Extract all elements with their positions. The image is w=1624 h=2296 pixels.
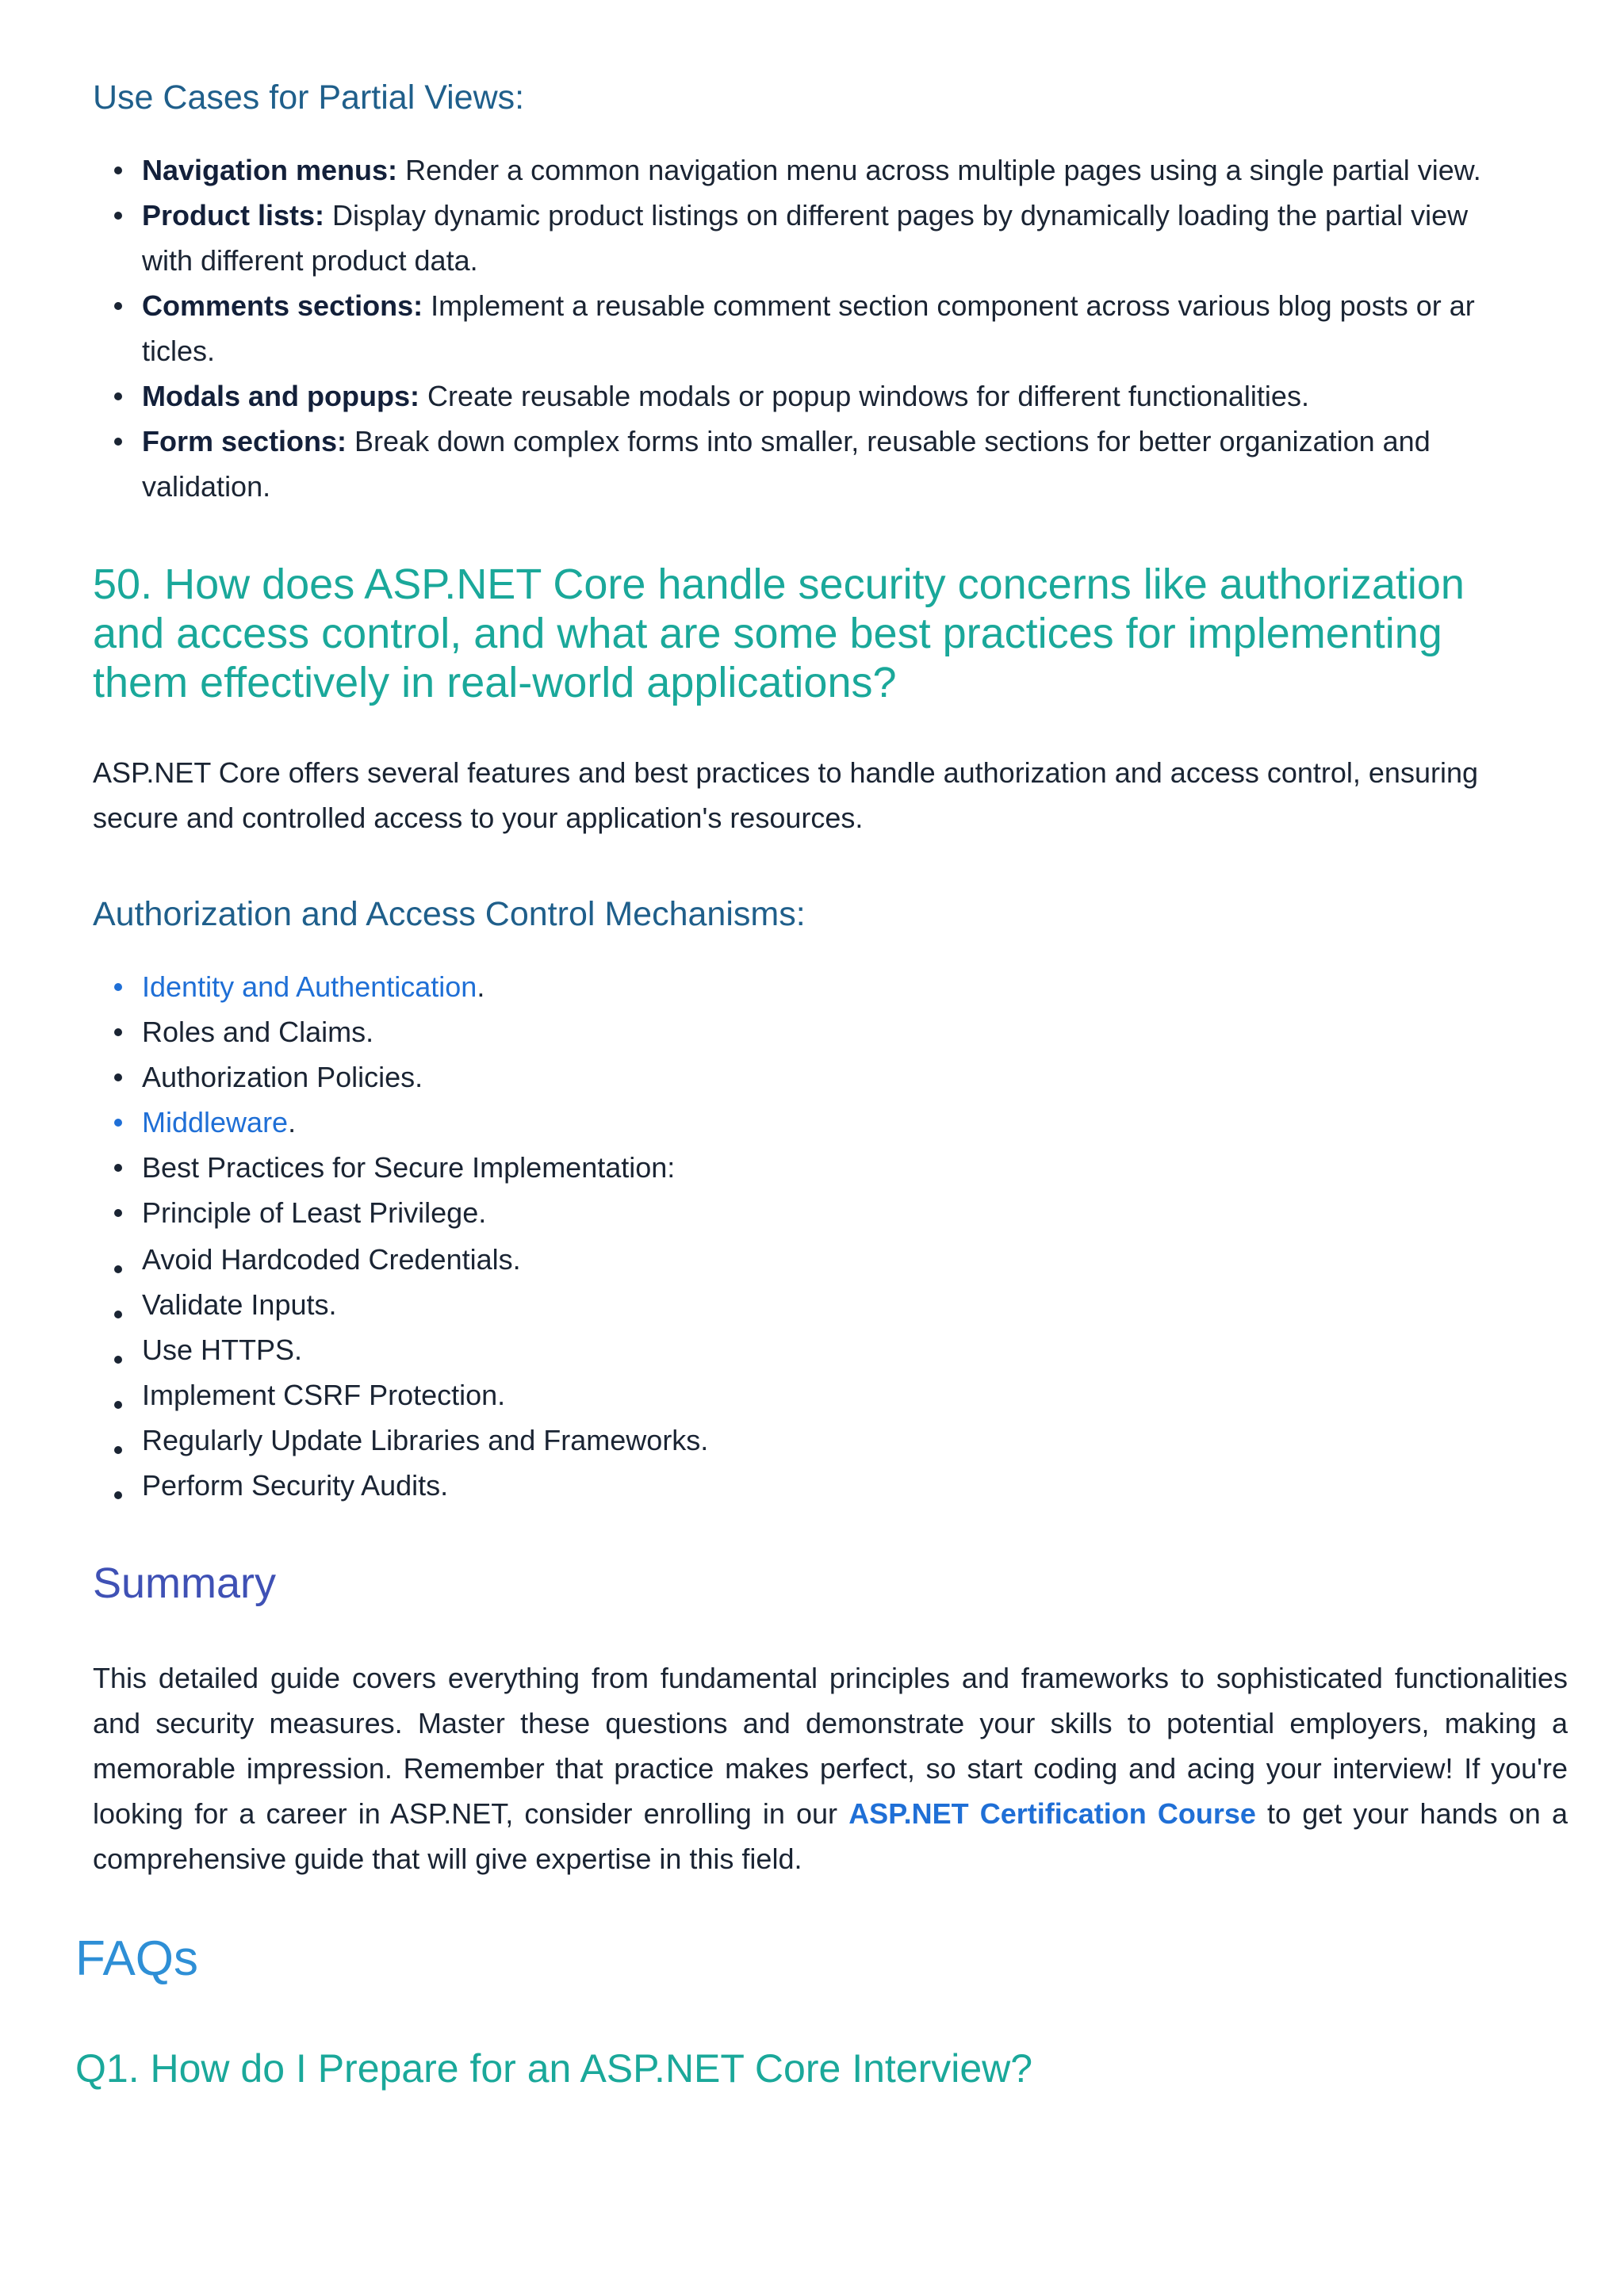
- list-item: Validate Inputs.: [93, 1282, 1520, 1327]
- summary-paragraph: This detailed guide covers everything from fundamental principles and frameworks to sophisticated functionalities and security measures. Master these questions and demonstrate your skills to potential employers, making a memorable impression. Remember that practice makes perfect, so start coding and acing your interview! If you're looking for a career in ASP.NET, consider enrolling in our ASP.NET Certification Course to get your hands on a comprehensive guide that will give expertise in this field.: [93, 1662, 1568, 1875]
- mechanisms-heading: Authorization and Access Control Mechanisms:: [93, 895, 806, 933]
- best-practices-list: [93, 1237, 1520, 1508]
- list-item: Avoid Hardcoded Credentials.: [93, 1237, 1520, 1282]
- mechanisms-list: [93, 964, 1520, 1235]
- list-item: Best Practices for Secure Implementation:: [93, 1145, 1520, 1190]
- faqs-heading: FAQs: [75, 1931, 199, 1986]
- identity-authentication-link[interactable]: Identity and Authentication: [142, 970, 477, 1003]
- list-item: Comments sections: Implement a reusable comment section component across various blog posts or ar ticles.: [93, 283, 1520, 373]
- list-item: Roles and Claims.: [93, 1009, 1520, 1054]
- list-item: Authorization Policies.: [93, 1054, 1520, 1100]
- list-item: Principle of Least Privilege.: [93, 1190, 1520, 1235]
- question-50-title: 50. How does ASP.NET Core handle security concerns like authorization and access control, and what are some best practices for implementing them effectively in real-world applications?: [93, 561, 1465, 706]
- list-item: Product lists: Display dynamic product listings on different pages by dynamically loading the partial view with different product data.: [93, 193, 1520, 283]
- list-item: Middleware.: [93, 1100, 1520, 1145]
- middleware-link[interactable]: Middleware: [142, 1106, 289, 1138]
- list-item: Modals and popups: Create reusable modals or popup windows for different functionalities.: [93, 373, 1520, 419]
- list-item: Implement CSRF Protection.: [93, 1372, 1520, 1418]
- question-50-intro: ASP.NET Core offers several features and best practices to handle authorization and access control, ensuring secure and controlled access to your application's resources.: [93, 756, 1479, 834]
- list-item: Perform Security Audits.: [93, 1463, 1520, 1508]
- list-item: Navigation menus: Render a common navigation menu across multiple pages using a single partial view.: [93, 147, 1520, 193]
- summary-heading: Summary: [93, 1559, 277, 1607]
- faq-question-1: Q1. How do I Prepare for an ASP.NET Core Interview?: [75, 2046, 1033, 2091]
- list-item: Regularly Update Libraries and Frameworks.: [93, 1418, 1520, 1463]
- partial-views-list: [93, 147, 1520, 509]
- list-item: Identity and Authentication.: [93, 964, 1520, 1009]
- partial-views-heading: Use Cases for Partial Views:: [93, 78, 525, 117]
- certification-course-link[interactable]: ASP.NET Certification Course: [848, 1797, 1256, 1830]
- list-item: Use HTTPS.: [93, 1327, 1520, 1372]
- list-item: Form sections: Break down complex forms into smaller, reusable sections for better organization and validation.: [93, 419, 1520, 509]
